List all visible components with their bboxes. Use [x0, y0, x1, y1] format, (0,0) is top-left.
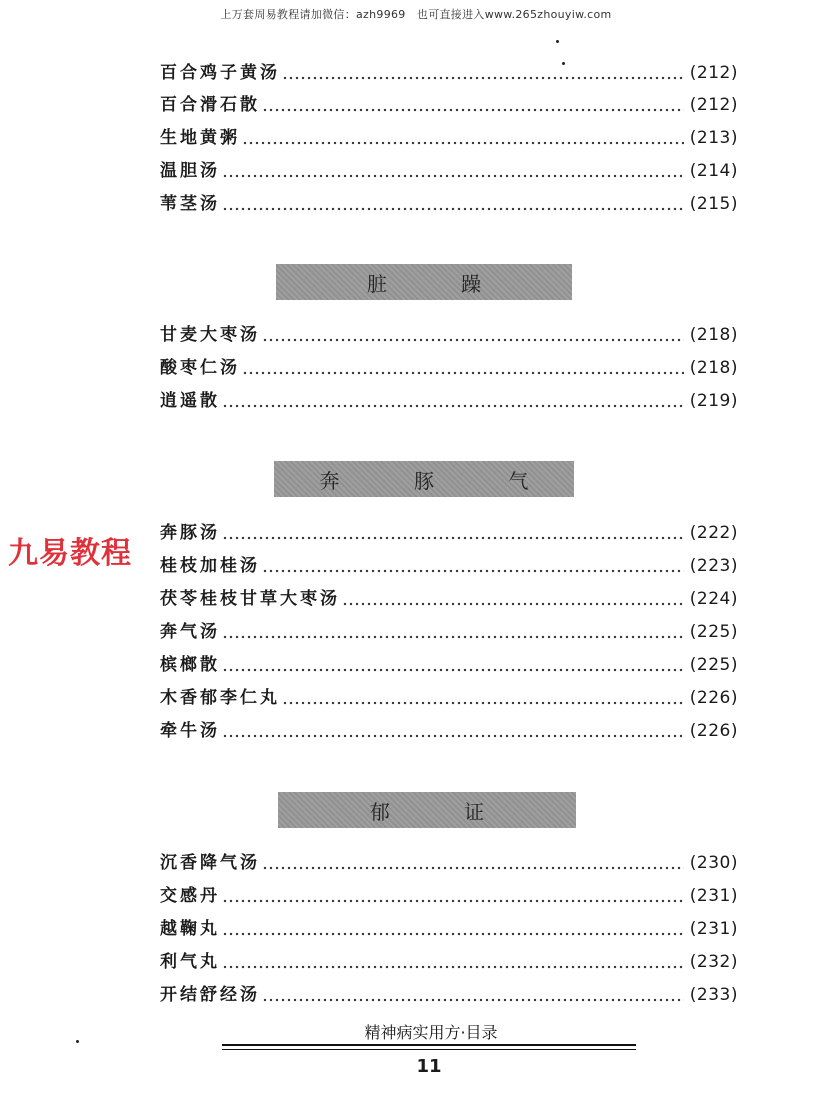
- page-number: 11: [416, 1056, 442, 1077]
- dot-leader: [222, 524, 684, 540]
- dot-leader: [262, 557, 684, 573]
- entry-title: 越鞠丸: [160, 919, 220, 939]
- toc-entry[interactable]: [160, 947, 738, 973]
- entry-title: 木香郁李仁丸: [160, 688, 280, 708]
- entry-page: (226): [689, 688, 738, 708]
- entry-page: (231): [689, 886, 738, 906]
- entry-page: (219): [689, 391, 738, 411]
- entry-title: 百合鸡子黄汤: [160, 63, 280, 83]
- toc-entry[interactable]: [160, 518, 738, 544]
- toc-entry[interactable]: [160, 716, 738, 742]
- dot-leader: [242, 359, 684, 375]
- section-heading-text: 奔 豚 气: [319, 468, 563, 493]
- section-heading-text: 郁 证: [369, 799, 519, 824]
- footer-title: 精神病实用方·目录: [364, 1023, 498, 1042]
- dot-leader: [222, 656, 684, 672]
- toc-entry[interactable]: [160, 551, 738, 577]
- entry-title: 奔豚汤: [160, 523, 220, 543]
- dot-leader: [262, 96, 684, 112]
- entry-title: 生地黄粥: [160, 128, 240, 148]
- entry-title: 酸枣仁汤: [160, 358, 240, 378]
- dot-leader: [222, 953, 684, 969]
- toc-entry[interactable]: [160, 123, 738, 149]
- section-heading-bentunqi: [274, 461, 574, 497]
- dot-leader: [222, 623, 684, 639]
- entry-title: 苇茎汤: [160, 194, 220, 214]
- entry-page: (233): [689, 985, 738, 1005]
- toc-entry[interactable]: [160, 353, 738, 379]
- toc-entry[interactable]: [160, 848, 738, 874]
- entry-page: (213): [689, 128, 738, 148]
- dot-leader: [282, 64, 684, 80]
- dot-leader: [262, 326, 684, 342]
- footer-rule: [222, 1044, 636, 1046]
- entry-page: (232): [689, 952, 738, 972]
- dot-leader: [222, 392, 684, 408]
- toc-entry[interactable]: [160, 156, 738, 182]
- entry-page: (226): [689, 721, 738, 741]
- dot-leader: [222, 887, 684, 903]
- toc-entry[interactable]: [160, 650, 738, 676]
- toc-entry[interactable]: [160, 980, 738, 1006]
- toc-entry[interactable]: [160, 617, 738, 643]
- toc-entry[interactable]: [160, 584, 738, 610]
- toc-entry[interactable]: [160, 320, 738, 346]
- entry-title: 奔气汤: [160, 622, 220, 642]
- scan-speck: [562, 62, 565, 65]
- entry-title: 桂枝加桂汤: [160, 556, 260, 576]
- entry-page: (223): [689, 556, 738, 576]
- entry-page: (225): [689, 622, 738, 642]
- entry-title: 槟榔散: [160, 655, 220, 675]
- entry-title: 逍遥散: [160, 391, 220, 411]
- dot-leader: [222, 920, 684, 936]
- toc-entry[interactable]: [160, 90, 738, 116]
- dot-leader: [222, 162, 684, 178]
- entry-title: 交感丹: [160, 886, 220, 906]
- toc-entry[interactable]: [160, 881, 738, 907]
- entry-page: (224): [689, 589, 738, 609]
- entry-page: (218): [689, 325, 738, 345]
- footer-rule: [222, 1049, 636, 1050]
- entry-title: 温胆汤: [160, 161, 220, 181]
- toc-entry[interactable]: [160, 386, 738, 412]
- entry-page: (231): [689, 919, 738, 939]
- dot-leader: [262, 854, 684, 870]
- entry-title: 开结舒经汤: [160, 985, 260, 1005]
- dot-leader: [282, 689, 684, 705]
- entry-title: 沉香降气汤: [160, 853, 260, 873]
- entry-title: 百合滑石散: [160, 95, 260, 115]
- dot-leader: [242, 129, 684, 145]
- entry-page: (214): [689, 161, 738, 181]
- dot-leader: [262, 986, 684, 1002]
- scan-speck: [76, 1040, 79, 1043]
- toc-entry[interactable]: [160, 683, 738, 709]
- entry-page: (222): [689, 523, 738, 543]
- scan-speck: [556, 40, 559, 43]
- section-heading-text: 脏 躁: [366, 271, 516, 296]
- entry-page: (212): [689, 95, 738, 115]
- entry-title: 牵牛汤: [160, 721, 220, 741]
- entry-title: 茯苓桂枝甘草大枣汤: [160, 589, 340, 609]
- entry-title: 甘麦大枣汤: [160, 325, 260, 345]
- entry-page: (212): [689, 63, 738, 83]
- entry-page: (225): [689, 655, 738, 675]
- entry-page: (230): [689, 853, 738, 873]
- header-note: 上万套周易教程请加微信：azh9969 也可直接进入www.265zhouyiw.com: [220, 8, 612, 21]
- entry-page: (218): [689, 358, 738, 378]
- toc-entry[interactable]: [160, 189, 738, 215]
- entry-title: 利气丸: [160, 952, 220, 972]
- entry-page: (215): [689, 194, 738, 214]
- watermark-logo: 九易教程: [8, 536, 132, 571]
- dot-leader: [342, 590, 684, 606]
- dot-leader: [222, 722, 684, 738]
- dot-leader: [222, 195, 684, 211]
- toc-entry[interactable]: [160, 58, 738, 84]
- section-heading-zangzao: [276, 264, 572, 300]
- toc-entry[interactable]: [160, 914, 738, 940]
- section-heading-yuzheng: [278, 792, 576, 828]
